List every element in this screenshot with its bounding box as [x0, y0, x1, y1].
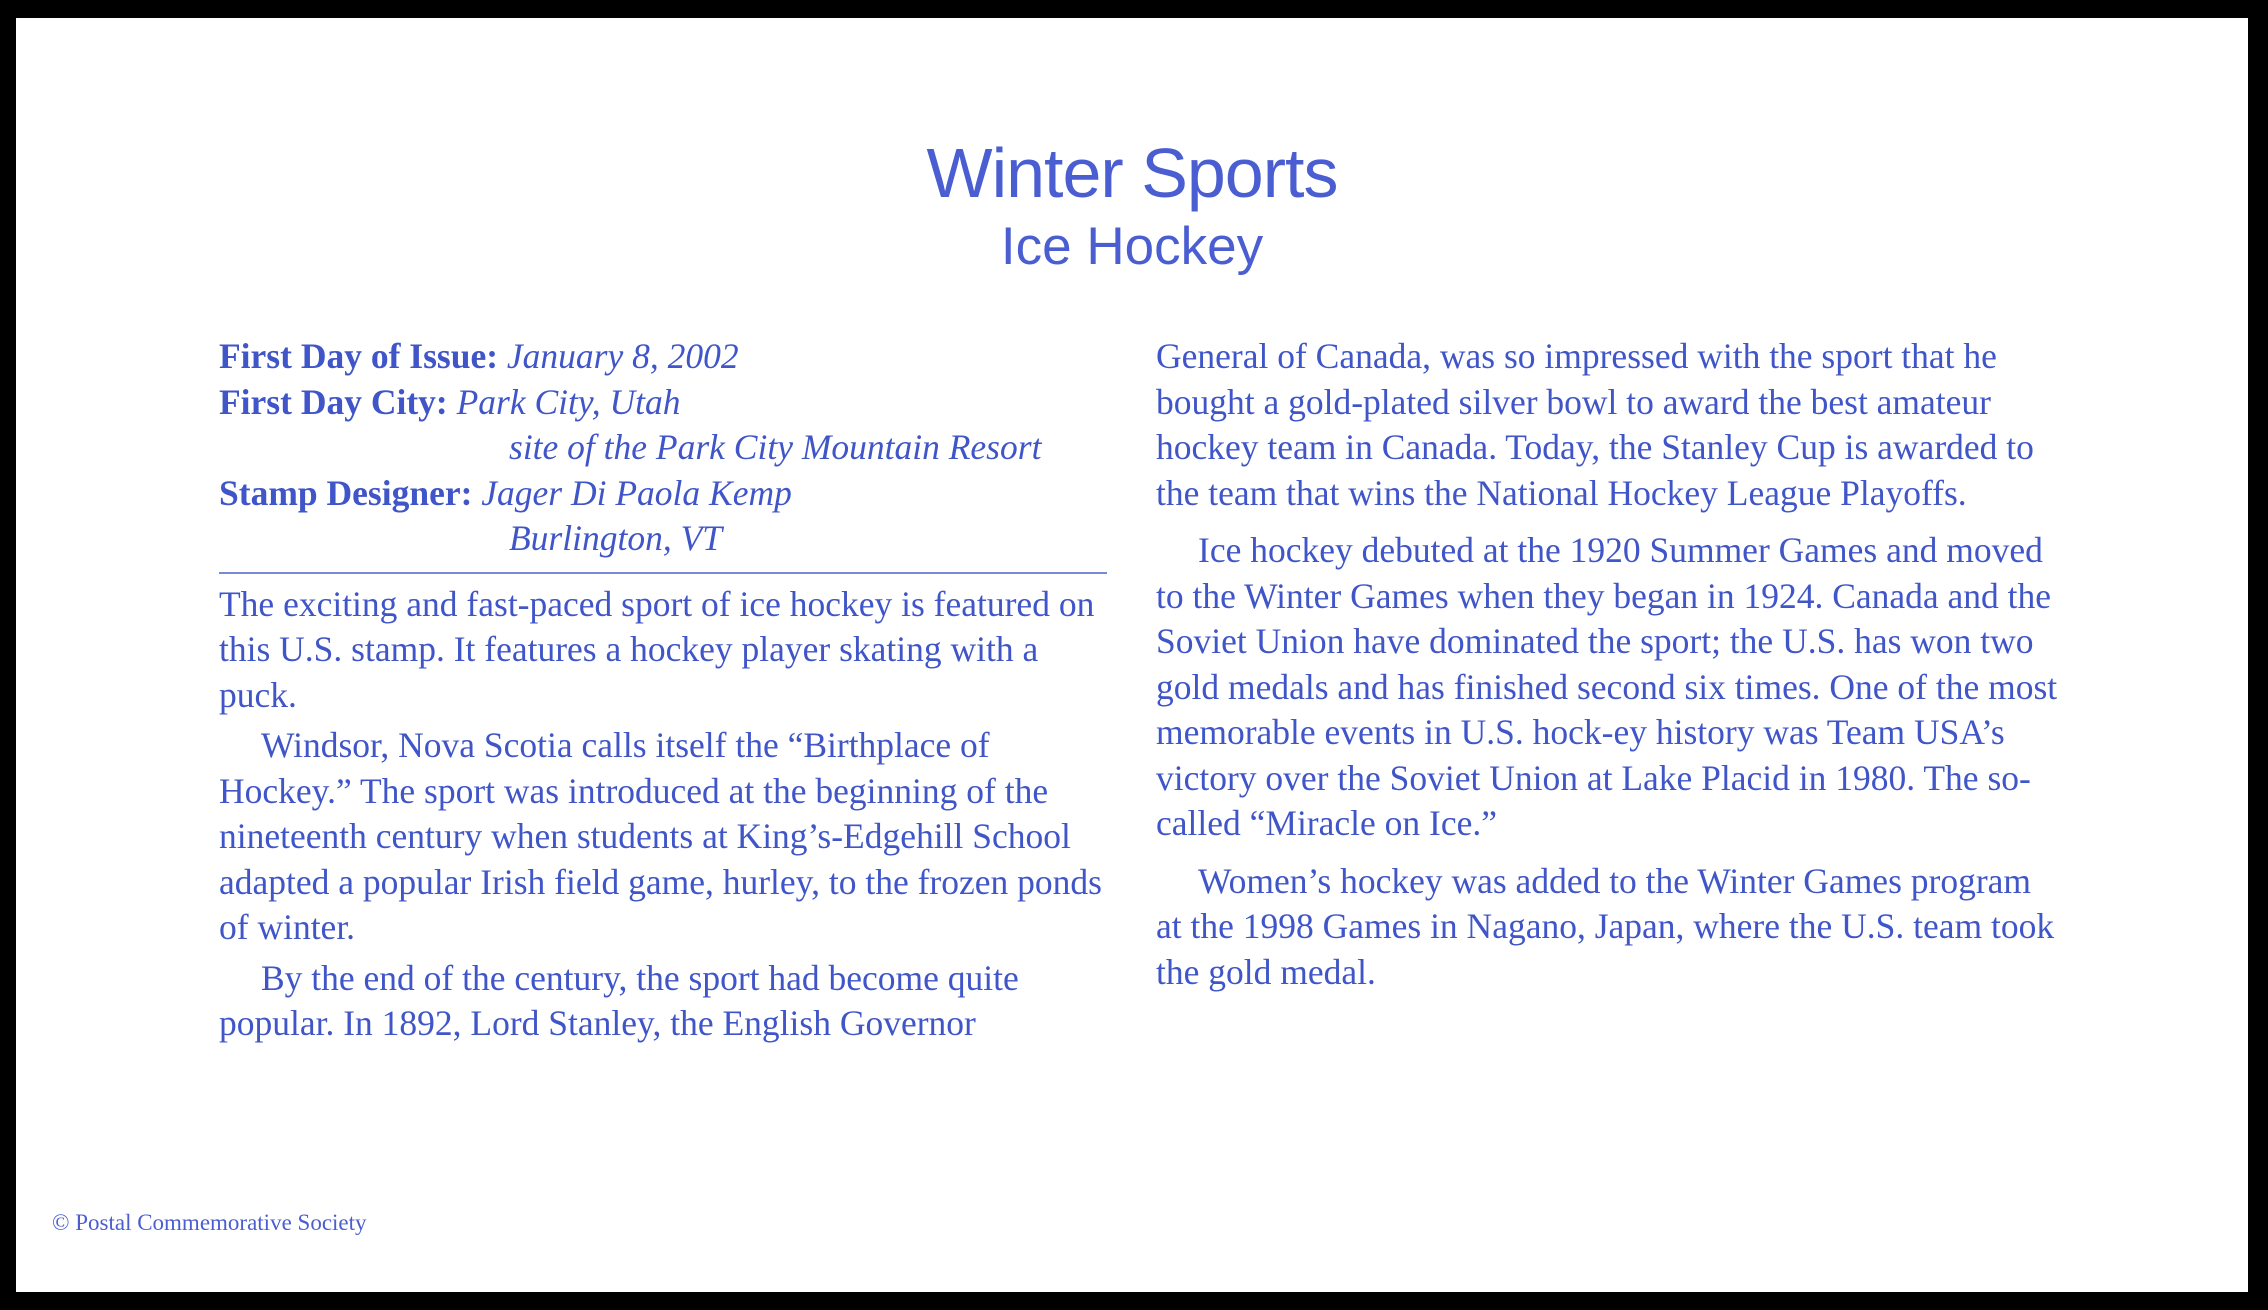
right-paragraph-3: Women’s hockey was added to the Winter Games program at the 1998 Games in Nagano, Japan, where the U.S. team took the gold medal. [1156, 860, 2055, 992]
designer-value: Jager Di Paola Kemp [481, 472, 792, 513]
left-column [219, 334, 1124, 1047]
right-paragraph-2: Ice hockey debuted at the 1920 Summer Games and moved to the Winter Games when they began in 1924. Canada and the Soviet Union have dominated the sport; the U.S. has won two gold medals and has finished second six times. One of the most memorable events in U.S. hock-ey history was Team USA’s victory over the Soviet Union at Lake Placid in 1980. The so-called “Miracle on Ice.” [1156, 530, 2058, 843]
page-title: Winter Sports [926, 134, 1338, 212]
copyright-notice: © Postal Commemorative Society [52, 1210, 367, 1235]
first-day-value: January 8, 2002 [506, 336, 739, 376]
issue-details [219, 334, 1124, 562]
first-day-label: First Day of Issue: [219, 336, 499, 376]
city-row [219, 380, 1124, 426]
right-column [1156, 334, 2061, 995]
left-paragraph-3: By the end of the century, the sport had become quite popular. In 1892, Lord Stanley, the English Governor [219, 957, 1019, 1043]
divider-rule [219, 572, 1107, 574]
left-paragraph-2: Windsor, Nova Scotia calls itself the “Birthplace of Hockey.” The sport was introduced at the beginning of the nineteenth century when students at King’s-Edgehill School adapted a popular Irish field game, hurley, to the frozen ponds of winter. [219, 725, 1102, 947]
page-subtitle: Ice Hockey [1000, 217, 1264, 276]
first-day-row [219, 334, 1124, 380]
city-value: Park City, Utah [456, 381, 681, 422]
designer-row [219, 471, 1124, 517]
city-label: First Day City: [219, 381, 448, 422]
designer-location: Burlington, VT [509, 518, 723, 558]
right-paragraph-1: General of Canada, was so impressed with the sport that he bought a gold-plated silver bowl to award the best amateur hockey team in Canada. Today, the Stanley Cup is awarded to the team that wins the National Hockey League Playoffs. [1156, 336, 2034, 513]
city-note: site of the Park City Mountain Resort [509, 427, 1042, 467]
left-paragraph-1: The exciting and fast-paced sport of ice hockey is featured on this U.S. stamp. It features a hockey player skating with a puck. [219, 583, 1095, 715]
commemorative-card [16, 18, 2248, 1292]
designer-label: Stamp Designer: [219, 472, 473, 513]
